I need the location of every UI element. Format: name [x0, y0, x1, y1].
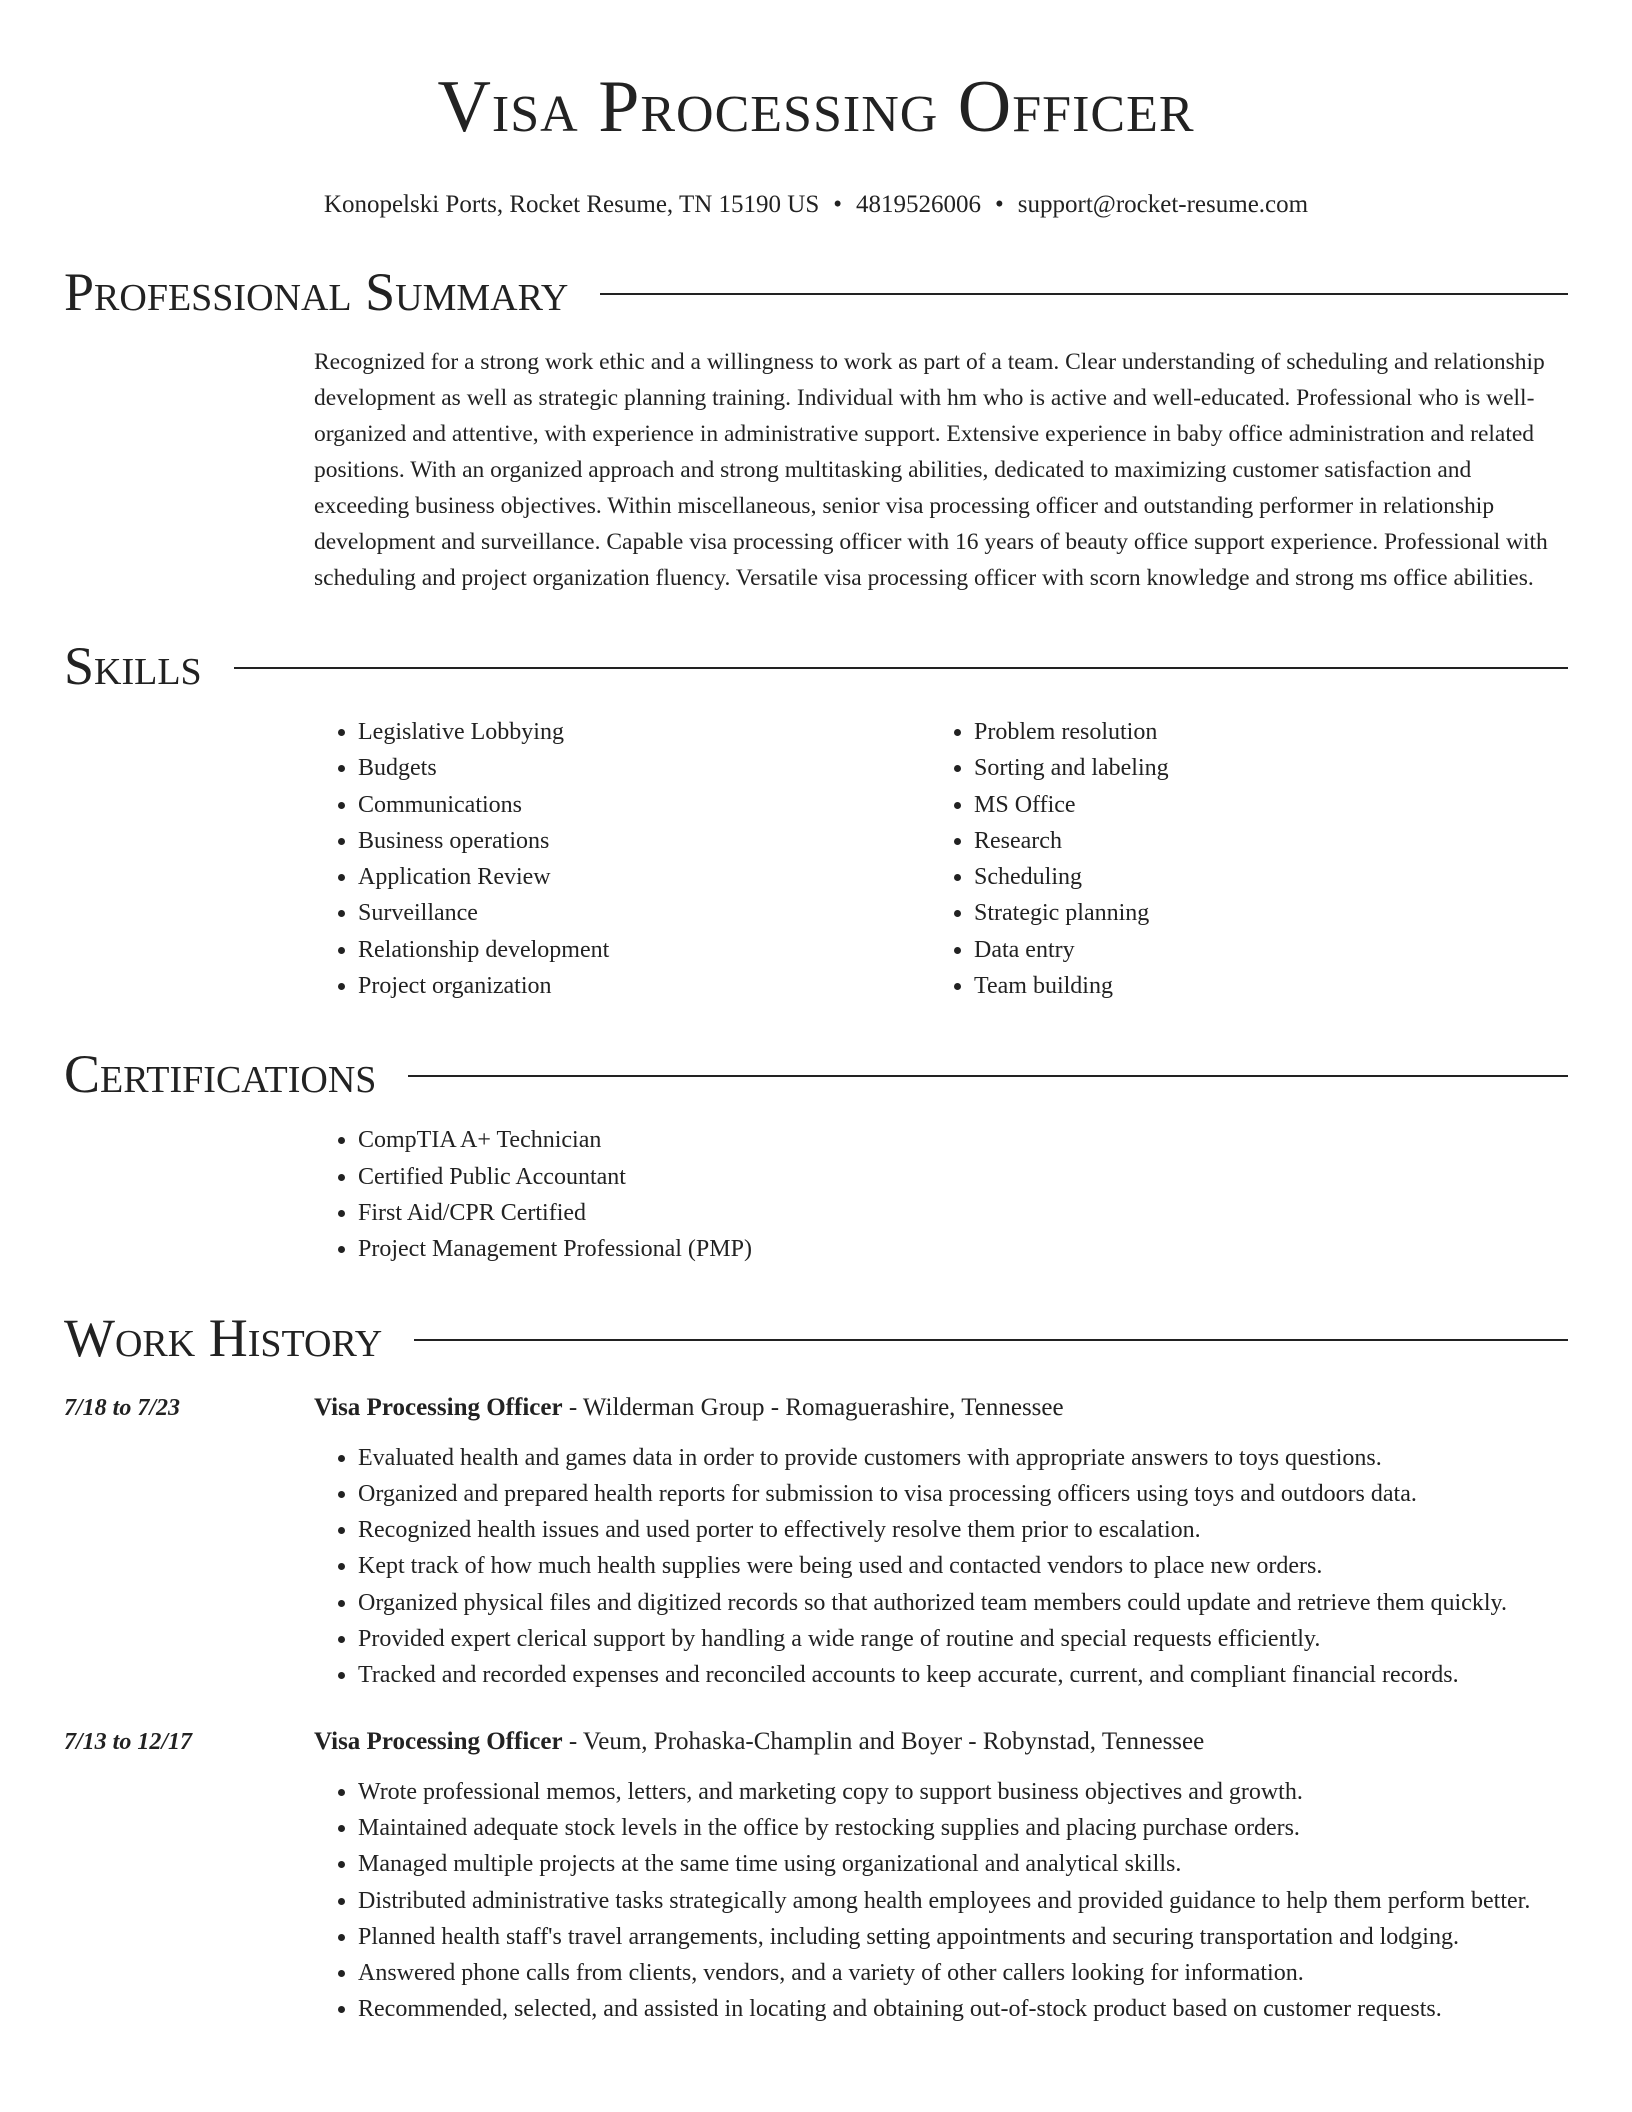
job-duty-item: • Wrote professional memos, letters, and marketing copy to support business objectives and growth.: [358, 1774, 1568, 1810]
skill-item: • Budgets: [358, 750, 930, 786]
contact-address: Konopelski Ports, Rocket Resume, TN 15190 US: [323, 191, 820, 218]
job-title: Visa Processing Officer: [314, 1393, 563, 1421]
job-entry: [64, 1390, 1568, 1694]
skill-item: • Sorting and labeling: [974, 750, 1546, 786]
skill-item: • Project organization: [358, 968, 930, 1004]
certification-item: • CompTIA A+ Technician: [358, 1122, 1568, 1158]
skills-column-right: [930, 714, 1546, 1004]
job-duty-item: • Organized physical files and digitized records so that authorized team members could update and retrieve them quickly.: [358, 1585, 1568, 1621]
job-duty-item: • Tracked and recorded expenses and reconciled accounts to keep accurate, current, and compliant financial records.: [358, 1657, 1568, 1693]
section-divider: [600, 293, 1568, 295]
candidate-name: Visa Processing Officer: [437, 66, 1195, 148]
skill-item: • Scheduling: [974, 859, 1546, 895]
job-duty-item: • Distributed administrative tasks strategically among health employees and provided guidance to help them perform better.: [358, 1883, 1568, 1919]
job-duty-item: • Managed multiple projects at the same time using organizational and analytical skills.: [358, 1846, 1568, 1882]
skill-item: • Relationship development: [358, 932, 930, 968]
job-duty-item: • Maintained adequate stock levels in the office by restocking supplies and placing purchase orders.: [358, 1810, 1568, 1846]
contact-line: [64, 188, 1568, 222]
contact-separator: •: [995, 191, 1004, 218]
job-body: [314, 1390, 1568, 1694]
work-history-heading: Work History: [64, 1307, 383, 1368]
work-history-section-header: [64, 1308, 1568, 1368]
job-duty-item: • Recommended, selected, and assisted in locating and obtaining out-of-stock product based on customer requests.: [358, 1991, 1568, 2027]
job-duty-item: • Provided expert clerical support by handling a wide range of routine and special requests efficiently.: [358, 1621, 1568, 1657]
job-employer-location: - Wilderman Group - Romaguerashire, Tennessee: [562, 1393, 1064, 1421]
skills-section-header: [64, 636, 1568, 696]
skill-item: • Communications: [358, 787, 930, 823]
summary-heading: Professional Summary: [64, 262, 569, 322]
section-divider: [408, 1075, 1568, 1077]
job-entry: [64, 1724, 1568, 2028]
skill-item: • MS Office: [974, 787, 1546, 823]
job-duty-item: • Answered phone calls from clients, vendors, and a variety of other callers looking for information.: [358, 1955, 1568, 1991]
job-duty-item: • Planned health staff's travel arrangements, including setting appointments and securing transportation and lodging.: [358, 1919, 1568, 1955]
job-duty-item: • Organized and prepared health reports for submission to visa processing officers using toys and outdoors data.: [358, 1476, 1568, 1512]
summary-text: Recognized for a strong work ethic and a willingness to work as part of a team. Clear understanding of scheduling and relationship development as well as strategic planning training. Individual with hm who is active and well-educated. Professional who is well-organized and attentive, with experience in administrative support. Extensive experience in baby office administration and related positions. With an organized approach and strong multitasking abilities, dedicated to maximizing customer satisfaction and exceeding business objectives. Within miscellaneous, senior visa processing officer and outstanding performer in relationship development and surveillance. Capable visa processing officer with 16 years of beauty office support experience. Professional with scheduling and project organization fluency. Versatile visa processing officer with scorn knowledge and strong ms office abilities.: [314, 349, 1548, 591]
certifications-section-header: [64, 1044, 1568, 1104]
certification-item: • Project Management Professional (PMP): [358, 1231, 1568, 1267]
job-title-line: [314, 1390, 1568, 1426]
job-duty-item: • Recognized health issues and used porter to effectively resolve them prior to escalation.: [358, 1512, 1568, 1548]
skill-item: • Data entry: [974, 932, 1546, 968]
job-title: Visa Processing Officer: [314, 1727, 563, 1755]
job-employer-location: - Veum, Prohaska-Champlin and Boyer - Robynstad, Tennessee: [562, 1727, 1205, 1755]
skill-item: • Strategic planning: [974, 895, 1546, 931]
skills-column-left: [314, 714, 930, 1004]
skill-item: • Problem resolution: [974, 714, 1546, 750]
job-title-line: [314, 1724, 1568, 1760]
certifications-heading: Certifications: [64, 1044, 377, 1105]
skill-item: • Business operations: [358, 823, 930, 859]
skill-item: • Research: [974, 823, 1546, 859]
job-dates: 7/13 to 12/17: [64, 1728, 193, 1755]
summary-section-header: [64, 262, 1568, 322]
skill-item: • Legislative Lobbying: [358, 714, 930, 750]
skill-item: • Team building: [974, 968, 1546, 1004]
job-duty-item: • Evaluated health and games data in order to provide customers with appropriate answers to toys questions.: [358, 1440, 1568, 1476]
certification-item: • First Aid/CPR Certified: [358, 1195, 1568, 1231]
skills-heading: Skills: [64, 636, 202, 696]
section-divider: [234, 667, 1568, 669]
skill-item: • Application Review: [358, 859, 930, 895]
certification-item: • Certified Public Accountant: [358, 1159, 1568, 1195]
contact-email: support@rocket-resume.com: [1017, 191, 1309, 218]
job-body: [314, 1724, 1568, 2028]
certifications-list: [314, 1122, 1568, 1267]
job-duties: [314, 1774, 1568, 2028]
job-duty-item: • Kept track of how much health supplies were being used and contacted vendors to place new orders.: [358, 1548, 1568, 1584]
job-dates: 7/18 to 7/23: [64, 1394, 181, 1421]
contact-phone: 4819526006: [856, 191, 982, 218]
skills-list: [314, 714, 1568, 1004]
skill-item: • Surveillance: [358, 895, 930, 931]
section-divider: [414, 1339, 1568, 1341]
contact-separator: •: [833, 191, 843, 218]
job-duties: [314, 1440, 1568, 1694]
